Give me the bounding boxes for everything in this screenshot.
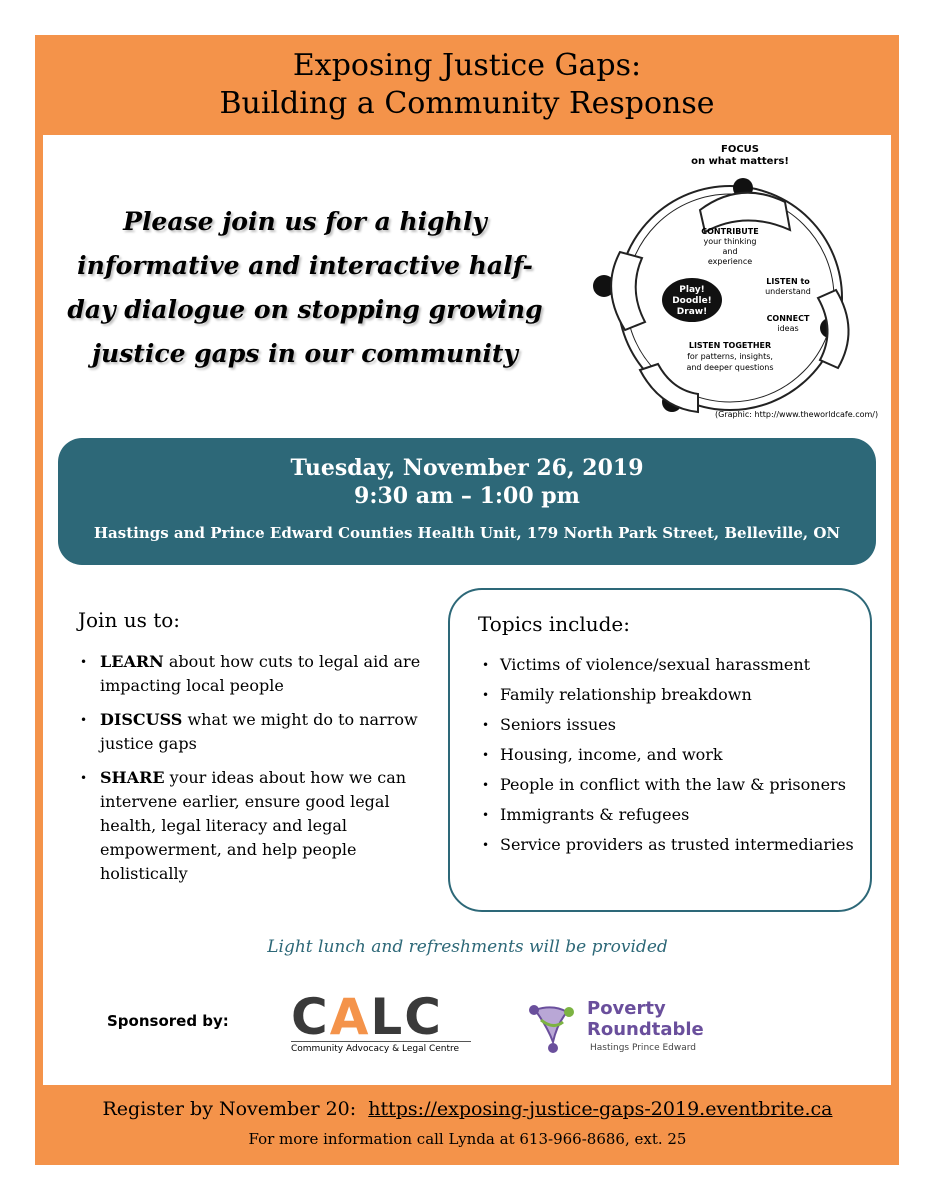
calc-logo (291, 988, 471, 1055)
list-item: • People in conflict with the law & prisoners (480, 770, 870, 800)
register-line (0, 1098, 935, 1120)
focus-label: FOCUS (721, 144, 759, 155)
topics-heading: Topics include: (478, 612, 630, 636)
focus-sub-label: on what matters! (691, 156, 789, 167)
together-label: LISTEN TOGETHER (688, 341, 772, 350)
join-keyword: DISCUSS (100, 710, 183, 729)
list-item (78, 766, 438, 886)
person-right-icon (818, 290, 849, 368)
graphic-credit: (Graphic: http://www.theworldcafe.com/) (715, 410, 879, 419)
register-link[interactable]: https://exposing-justice-gaps-2019.eventbrite.ca (368, 1098, 833, 1120)
world-cafe-graphic (580, 140, 885, 430)
contribute-line-3: and (722, 247, 738, 256)
flyer-title (35, 47, 899, 123)
play-line-1: Play! (679, 285, 705, 295)
list-item: • Housing, income, and work (480, 740, 870, 770)
contribute-label: CONTRIBUTE (701, 227, 759, 236)
play-line-2: Doodle! (672, 296, 712, 306)
event-location: Hastings and Prince Edward Counties Health Unit, 179 North Park Street, Belleville, ON (93, 524, 841, 542)
roundtable-emblem-icon (527, 1000, 579, 1056)
connect-line-2: ideas (777, 324, 799, 333)
event-date: Tuesday, November 26, 2019 (290, 455, 644, 481)
listen-label: LISTEN to (766, 277, 810, 286)
list-item: • Family relationship breakdown (480, 680, 870, 710)
sponsored-label: Sponsored by: (107, 1012, 229, 1030)
poverty-roundtable-logo (527, 998, 747, 1058)
topics-box (448, 588, 872, 912)
lunch-note: Light lunch and refreshments will be provided (267, 937, 668, 957)
join-heading: Join us to: (78, 608, 181, 632)
join-keyword: LEARN (100, 652, 164, 671)
list-item: • Service providers as trusted intermediaries (480, 830, 870, 860)
together-line-3: and deeper questions (686, 363, 774, 372)
connect-label: CONNECT (766, 314, 810, 323)
title-line-1: Exposing Justice Gaps: (292, 48, 642, 83)
join-text: about how cuts to legal aid are impacting local people (100, 652, 421, 695)
calc-letter-c: C (291, 988, 330, 1046)
list-item: • Seniors issues (480, 710, 870, 740)
calc-letter-a: A (329, 988, 371, 1046)
play-line-3: Draw! (676, 307, 708, 317)
register-label: Register by November 20: (102, 1098, 357, 1120)
event-banner (58, 438, 876, 565)
contribute-line-4: experience (707, 257, 753, 266)
title-line-2: Building a Community Response (219, 86, 715, 121)
list-item (78, 708, 438, 756)
roundtable-subtitle: Hastings Prince Edward (590, 1043, 697, 1053)
join-keyword: SHARE (100, 768, 165, 787)
join-us-section (78, 608, 438, 896)
roundtable-line-1: Poverty (587, 998, 666, 1019)
join-list (78, 650, 438, 886)
together-line-2: for patterns, insights, (687, 352, 773, 361)
list-item: • Victims of violence/sexual harassment (480, 650, 870, 680)
contribute-line-2: your thinking (703, 237, 757, 246)
list-item (78, 650, 438, 698)
calc-wordmark (291, 988, 471, 1046)
roundtable-line-2: Roundtable (587, 1019, 704, 1040)
list-item: • Immigrants & refugees (480, 800, 870, 830)
event-time: 9:30 am – 1:00 pm (354, 483, 580, 509)
more-info: For more information call Lynda at 613-966-8686, ext. 25 (248, 1130, 687, 1148)
roundtable-name (587, 998, 704, 1040)
listen-line-2: understand (765, 287, 811, 296)
join-text: your ideas about how we can intervene earlier, ensure good legal health, legal literacy and legal empowerment, and help people holistically (100, 768, 407, 883)
calc-subtitle: Community Advocacy & Legal Centre (291, 1041, 471, 1054)
join-text: what we might do to narrow justice gaps (100, 710, 418, 753)
intro-text: Please join us for a highly informative and interactive half-day dialogue on stopping growing justice gaps in our community (67, 207, 543, 368)
topics-list (480, 650, 870, 860)
calc-letters-lc: LC (370, 988, 443, 1046)
